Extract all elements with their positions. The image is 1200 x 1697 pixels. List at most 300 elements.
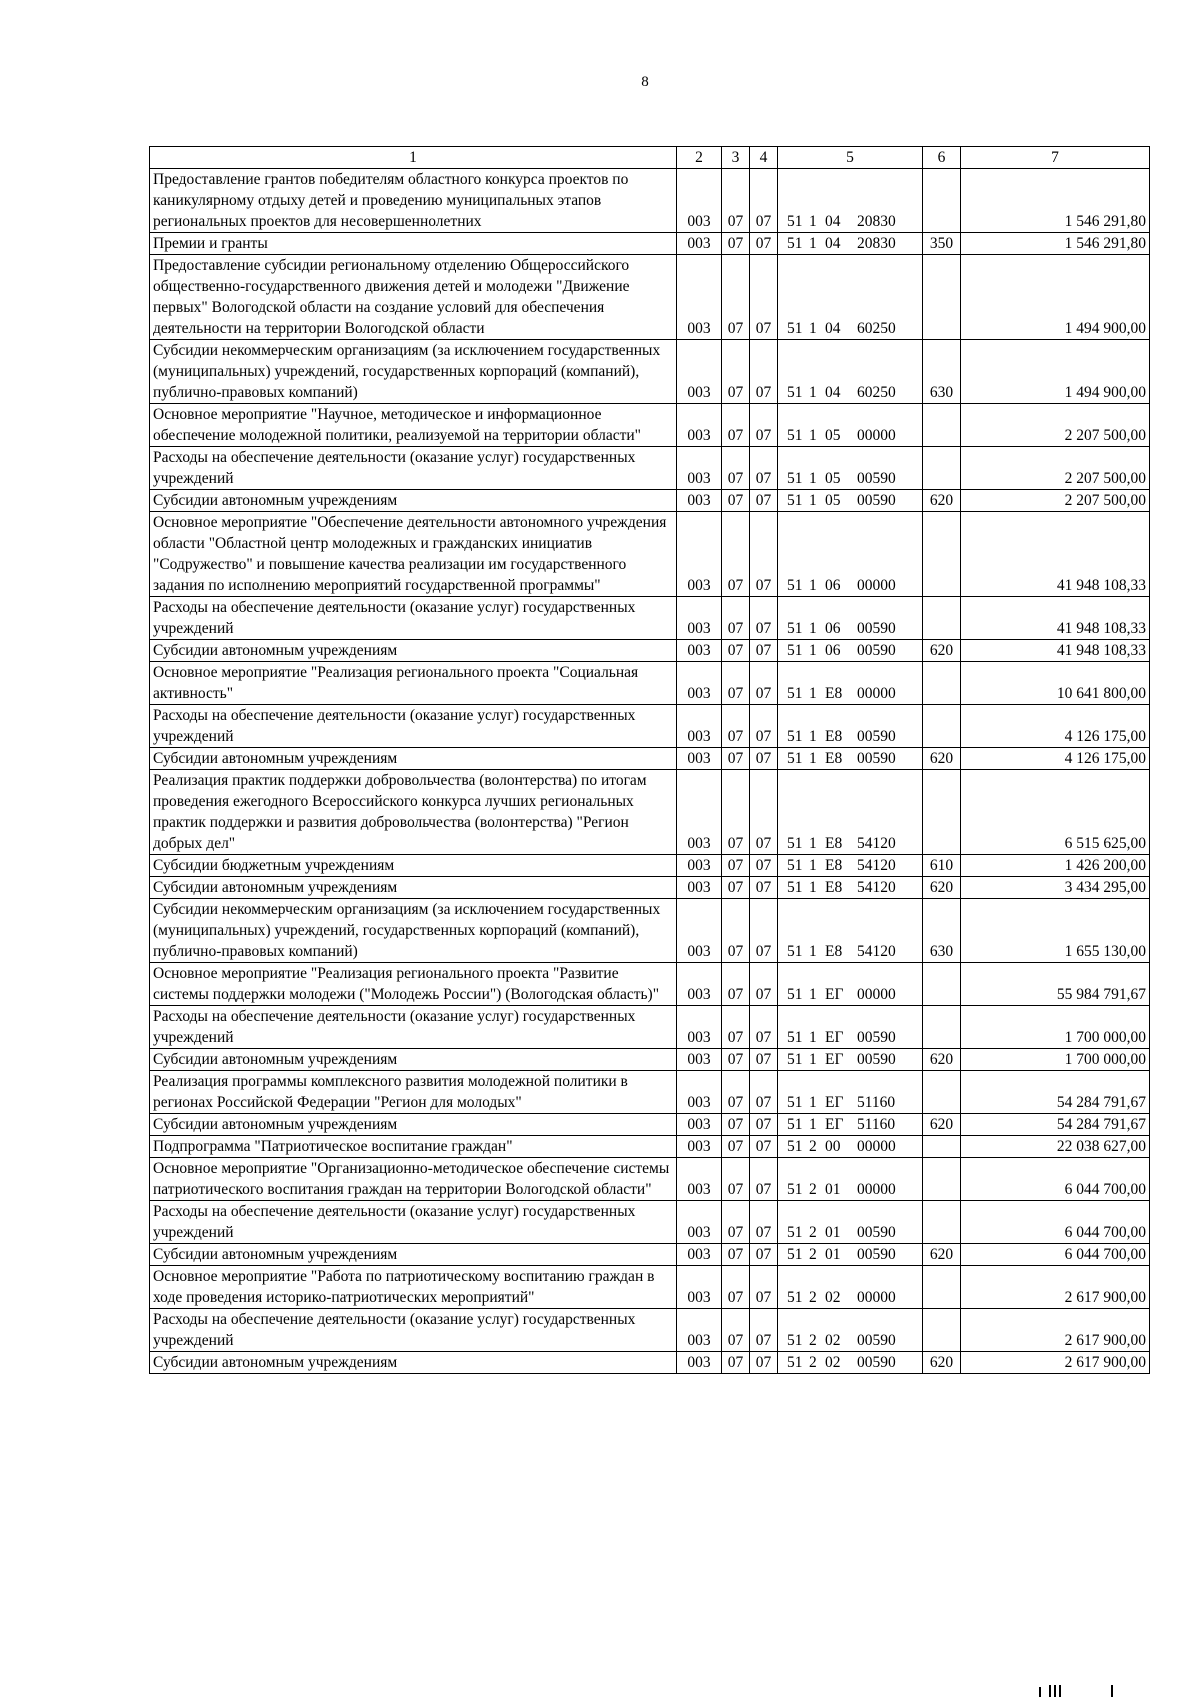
row-col-6: 630: [923, 899, 961, 963]
row-col-5-part: 51: [787, 492, 803, 509]
row-name: Предоставление субсидии региональному отделению Общероссийского общественно-государственного движения детей и молодежи "Движение первых" Вологодской области на создание условий для обеспечения деятельности на территории Вологодской области: [150, 255, 677, 340]
row-col-4: 07: [750, 447, 778, 490]
row-col-5-part: 06: [825, 620, 841, 637]
row-col-5-part: 51: [787, 1138, 803, 1155]
row-name: Расходы на обеспечение деятельности (оказание услуг) государственных учреждений: [150, 597, 677, 640]
row-col-3: 07: [722, 770, 750, 855]
row-col-2: 003: [677, 1071, 722, 1114]
row-name: Субсидии автономным учреждениям: [150, 1352, 677, 1374]
header-col-3: 3: [722, 147, 750, 169]
row-col-5-part: 05: [825, 427, 841, 444]
row-col-4: 07: [750, 1049, 778, 1071]
row-col-6: 350: [923, 233, 961, 255]
row-col-5-part: 1: [809, 320, 817, 337]
row-col-5-part: 51: [787, 1354, 803, 1371]
row-col-5-part: ЕГ: [825, 1094, 844, 1111]
table-row: [150, 899, 1150, 963]
row-col-2: 003: [677, 1114, 722, 1136]
table-row: [150, 512, 1150, 597]
row-col-2: 003: [677, 899, 722, 963]
row-col-5-part: 06: [825, 577, 841, 594]
table-row: [150, 340, 1150, 404]
row-col-5: [778, 877, 923, 899]
row-col-5: [778, 1136, 923, 1158]
header-col-1: 1: [150, 147, 677, 169]
row-col-6: 620: [923, 1049, 961, 1071]
row-col-5-part: 00000: [857, 986, 896, 1003]
row-col-2: 003: [677, 662, 722, 705]
row-col-5: [778, 597, 923, 640]
row-col-3: 07: [722, 1071, 750, 1114]
row-col-6: [923, 1309, 961, 1352]
row-col-5-part: 51: [787, 470, 803, 487]
row-col-5: [778, 1244, 923, 1266]
row-col-6: 620: [923, 877, 961, 899]
row-col-2: 003: [677, 169, 722, 233]
row-col-6: [923, 1266, 961, 1309]
row-col-2: 003: [677, 748, 722, 770]
row-col-5-part: 00590: [857, 728, 896, 745]
row-col-3: 07: [722, 1309, 750, 1352]
row-col-3: 07: [722, 1266, 750, 1309]
row-col-5-part: 1: [809, 835, 817, 852]
row-col-5-part: 51: [787, 750, 803, 767]
row-col-5-part: 51: [787, 213, 803, 230]
header-col-2: 2: [677, 147, 722, 169]
row-col-6: 630: [923, 340, 961, 404]
row-col-5-part: 20830: [857, 213, 896, 230]
row-col-5-part: 51: [787, 1246, 803, 1263]
table-row: [150, 1266, 1150, 1309]
table-row: [150, 490, 1150, 512]
row-col-5-part: 54120: [857, 943, 896, 960]
row-col-2: 003: [677, 1136, 722, 1158]
row-col-5-part: 51: [787, 857, 803, 874]
row-col-5-part: 1: [809, 685, 817, 702]
row-col-5: [778, 855, 923, 877]
row-col-4: 07: [750, 1158, 778, 1201]
row-col-5-part: 51160: [857, 1094, 896, 1111]
row-col-2: 003: [677, 770, 722, 855]
row-col-2: 003: [677, 963, 722, 1006]
table-row: [150, 1049, 1150, 1071]
row-col-7: 2 617 900,00: [961, 1309, 1150, 1352]
row-col-3: 07: [722, 1158, 750, 1201]
row-col-7: 4 126 175,00: [961, 748, 1150, 770]
row-col-5-part: ЕГ: [825, 1116, 844, 1133]
page-number: 8: [641, 74, 649, 90]
row-col-3: 07: [722, 490, 750, 512]
row-col-5: [778, 1309, 923, 1352]
table-row: [150, 855, 1150, 877]
row-col-6: [923, 1201, 961, 1244]
table-row: [150, 169, 1150, 233]
row-col-4: 07: [750, 1244, 778, 1266]
row-name: Основное мероприятие "Реализация регионального проекта "Социальная активность": [150, 662, 677, 705]
header-col-6: 6: [923, 147, 961, 169]
row-name: Субсидии бюджетным учреждениям: [150, 855, 677, 877]
row-col-5-part: 06: [825, 642, 841, 659]
row-col-5-part: 1: [809, 213, 817, 230]
row-col-5-part: 51: [787, 320, 803, 337]
row-col-5: [778, 169, 923, 233]
row-col-5-part: 51160: [857, 1116, 896, 1133]
row-col-3: 07: [722, 1201, 750, 1244]
row-col-7: 2 207 500,00: [961, 490, 1150, 512]
row-col-5-part: 1: [809, 384, 817, 401]
row-col-5-part: 2: [809, 1138, 817, 1155]
row-col-4: 07: [750, 404, 778, 447]
row-col-4: 07: [750, 855, 778, 877]
row-col-2: 003: [677, 1266, 722, 1309]
row-col-5-part: E8: [825, 943, 843, 960]
row-col-5-part: 02: [825, 1354, 841, 1371]
table-row: [150, 748, 1150, 770]
row-col-5-part: 00590: [857, 750, 896, 767]
row-col-4: 07: [750, 963, 778, 1006]
row-col-4: 07: [750, 1114, 778, 1136]
row-col-6: [923, 169, 961, 233]
row-col-6: [923, 255, 961, 340]
row-col-6: 620: [923, 1244, 961, 1266]
table-row: [150, 705, 1150, 748]
row-col-4: 07: [750, 1136, 778, 1158]
row-col-5-part: 00590: [857, 642, 896, 659]
row-col-7: 2 617 900,00: [961, 1352, 1150, 1374]
row-name: Подпрограмма "Патриотическое воспитание граждан": [150, 1136, 677, 1158]
row-col-3: 07: [722, 255, 750, 340]
row-col-5-part: 04: [825, 213, 841, 230]
row-col-7: 1 700 000,00: [961, 1006, 1150, 1049]
row-name: Субсидии автономным учреждениям: [150, 748, 677, 770]
row-col-2: 003: [677, 447, 722, 490]
table-row: [150, 877, 1150, 899]
row-col-4: 07: [750, 640, 778, 662]
row-col-5-part: 51: [787, 728, 803, 745]
row-col-5-part: E8: [825, 857, 843, 874]
row-name: Основное мероприятие "Организационно-методическое обеспечение системы патриотического воспитания граждан на территории Вологодской области": [150, 1158, 677, 1201]
row-col-4: 07: [750, 490, 778, 512]
row-col-3: 07: [722, 597, 750, 640]
row-col-4: 07: [750, 770, 778, 855]
row-col-5-part: 1: [809, 750, 817, 767]
row-name: Расходы на обеспечение деятельности (оказание услуг) государственных учреждений: [150, 705, 677, 748]
row-col-5-part: 60250: [857, 320, 896, 337]
row-col-3: 07: [722, 1049, 750, 1071]
row-col-4: 07: [750, 512, 778, 597]
row-col-5-part: 1: [809, 1051, 817, 1068]
row-col-5: [778, 662, 923, 705]
row-col-3: 07: [722, 748, 750, 770]
row-col-5-part: 00590: [857, 1354, 896, 1371]
row-col-3: 07: [722, 447, 750, 490]
row-col-6: [923, 1136, 961, 1158]
row-col-5-part: 51: [787, 1051, 803, 1068]
row-col-5-part: 51: [787, 235, 803, 252]
row-col-5: [778, 770, 923, 855]
row-col-6: [923, 447, 961, 490]
row-name: Предоставление грантов победителям областного конкурса проектов по каникулярному отдыху детей и проведению муниципальных этапов региональных проектов для несовершеннолетних: [150, 169, 677, 233]
row-name: Основное мероприятие "Реализация регионального проекта "Развитие системы поддержки молодежи ("Молодежь России") (Вологодская область)": [150, 963, 677, 1006]
row-col-5-part: 51: [787, 835, 803, 852]
row-col-3: 07: [722, 662, 750, 705]
row-col-7: 1 426 200,00: [961, 855, 1150, 877]
row-col-3: 07: [722, 1006, 750, 1049]
row-col-5-part: 60250: [857, 384, 896, 401]
table-row: [150, 1114, 1150, 1136]
row-col-5: [778, 1158, 923, 1201]
row-col-3: 07: [722, 1352, 750, 1374]
row-col-2: 003: [677, 877, 722, 899]
row-col-5-part: 1: [809, 642, 817, 659]
row-col-5: [778, 1114, 923, 1136]
row-col-2: 003: [677, 490, 722, 512]
row-col-7: 2 617 900,00: [961, 1266, 1150, 1309]
row-col-4: 07: [750, 1352, 778, 1374]
row-col-4: 07: [750, 169, 778, 233]
row-col-5-part: ЕГ: [825, 1051, 844, 1068]
row-col-7: 4 126 175,00: [961, 705, 1150, 748]
table-row: [150, 447, 1150, 490]
row-col-5-part: 01: [825, 1246, 841, 1263]
row-name: Субсидии автономным учреждениям: [150, 877, 677, 899]
row-col-3: 07: [722, 169, 750, 233]
row-name: Субсидии автономным учреждениям: [150, 1244, 677, 1266]
row-col-5-part: 1: [809, 427, 817, 444]
row-col-5-part: 04: [825, 235, 841, 252]
row-col-4: 07: [750, 233, 778, 255]
row-name: Премии и гранты: [150, 233, 677, 255]
row-col-6: [923, 404, 961, 447]
table-row: [150, 1201, 1150, 1244]
row-col-3: 07: [722, 1114, 750, 1136]
row-col-5: [778, 705, 923, 748]
row-col-5-part: 2: [809, 1181, 817, 1198]
row-col-5-part: 00000: [857, 1181, 896, 1198]
row-col-3: 07: [722, 404, 750, 447]
row-col-5-part: 51: [787, 943, 803, 960]
row-col-6: 620: [923, 640, 961, 662]
row-col-7: 41 948 108,33: [961, 597, 1150, 640]
row-col-5: [778, 1071, 923, 1114]
row-col-5-part: 51: [787, 986, 803, 1003]
row-col-5-part: 54120: [857, 857, 896, 874]
row-col-5-part: 51: [787, 427, 803, 444]
row-col-5-part: 2: [809, 1246, 817, 1263]
row-col-5-part: 00000: [857, 427, 896, 444]
row-col-3: 07: [722, 1244, 750, 1266]
table-row: [150, 233, 1150, 255]
row-col-4: 07: [750, 1006, 778, 1049]
row-col-5-part: 1: [809, 620, 817, 637]
table-row: [150, 1352, 1150, 1374]
row-col-5-part: ЕГ: [825, 986, 844, 1003]
row-col-5-part: 2: [809, 1354, 817, 1371]
row-col-4: 07: [750, 1266, 778, 1309]
row-col-5-part: 1: [809, 857, 817, 874]
row-col-4: 07: [750, 340, 778, 404]
row-col-5: [778, 899, 923, 963]
row-col-7: 2 207 500,00: [961, 404, 1150, 447]
row-col-2: 003: [677, 1201, 722, 1244]
row-col-5-part: 00590: [857, 492, 896, 509]
row-col-4: 07: [750, 705, 778, 748]
table-row: [150, 1158, 1150, 1201]
row-col-5-part: 00000: [857, 577, 896, 594]
row-col-5-part: 51: [787, 1116, 803, 1133]
scan-marks: [1030, 1683, 1200, 1697]
row-col-3: 07: [722, 233, 750, 255]
row-col-3: 07: [722, 963, 750, 1006]
row-name: Субсидии автономным учреждениям: [150, 490, 677, 512]
row-col-3: 07: [722, 855, 750, 877]
row-col-5-part: 02: [825, 1289, 841, 1306]
row-col-4: 07: [750, 748, 778, 770]
row-col-4: 07: [750, 597, 778, 640]
row-col-3: 07: [722, 512, 750, 597]
row-col-5: [778, 404, 923, 447]
row-col-6: [923, 963, 961, 1006]
row-name: Субсидии некоммерческим организациям (за исключением государственных (муниципальных) учреждений, государственных корпораций (компаний), публично-правовых компаний): [150, 340, 677, 404]
row-col-5-part: 00: [825, 1138, 841, 1155]
row-col-5-part: 04: [825, 384, 841, 401]
row-col-5: [778, 1352, 923, 1374]
row-col-5: [778, 640, 923, 662]
row-col-2: 003: [677, 1158, 722, 1201]
row-col-5: [778, 233, 923, 255]
row-col-5-part: E8: [825, 685, 843, 702]
row-col-5-part: E8: [825, 835, 843, 852]
row-col-5-part: 54120: [857, 879, 896, 896]
row-col-5-part: 00590: [857, 1332, 896, 1349]
row-col-5-part: 1: [809, 879, 817, 896]
row-name: Расходы на обеспечение деятельности (оказание услуг) государственных учреждений: [150, 1309, 677, 1352]
row-col-5-part: 00590: [857, 1224, 896, 1241]
row-col-5-part: 51: [787, 1181, 803, 1198]
row-name: Расходы на обеспечение деятельности (оказание услуг) государственных учреждений: [150, 1006, 677, 1049]
row-col-5: [778, 1266, 923, 1309]
row-col-5-part: 1: [809, 1116, 817, 1133]
row-col-5-part: 2: [809, 1224, 817, 1241]
row-col-6: [923, 512, 961, 597]
row-col-5: [778, 1201, 923, 1244]
row-col-5-part: 51: [787, 1224, 803, 1241]
table-row: [150, 1071, 1150, 1114]
row-col-5-part: 1: [809, 577, 817, 594]
row-col-5-part: 00000: [857, 685, 896, 702]
row-col-3: 07: [722, 340, 750, 404]
row-col-6: 610: [923, 855, 961, 877]
row-name: Расходы на обеспечение деятельности (оказание услуг) государственных учреждений: [150, 447, 677, 490]
row-col-5-part: 05: [825, 470, 841, 487]
row-col-5-part: 54120: [857, 835, 896, 852]
row-name: Реализация программы комплексного развития молодежной политики в регионах Российской Федерации "Регион для молодых": [150, 1071, 677, 1114]
row-col-7: 10 641 800,00: [961, 662, 1150, 705]
row-col-5-part: E8: [825, 728, 843, 745]
row-col-7: 1 546 291,80: [961, 233, 1150, 255]
row-col-6: 620: [923, 490, 961, 512]
row-col-5: [778, 447, 923, 490]
row-col-6: [923, 662, 961, 705]
row-name: Реализация практик поддержки добровольчества (волонтерства) по итогам проведения ежегодного Всероссийского конкурса лучших региональных практик поддержки и развития добровольчества (волонтерства) "Регион добрых дел": [150, 770, 677, 855]
row-col-2: 003: [677, 255, 722, 340]
row-col-5: [778, 748, 923, 770]
row-col-4: 07: [750, 1201, 778, 1244]
table-row: [150, 255, 1150, 340]
row-col-6: [923, 770, 961, 855]
row-col-7: 6 044 700,00: [961, 1244, 1150, 1266]
header-col-7: 7: [961, 147, 1150, 169]
row-col-6: [923, 597, 961, 640]
row-col-5-part: 51: [787, 1094, 803, 1111]
row-col-4: 07: [750, 899, 778, 963]
row-col-7: 1 546 291,80: [961, 169, 1150, 233]
row-col-5-part: 2: [809, 1289, 817, 1306]
row-col-5-part: 1: [809, 492, 817, 509]
row-col-2: 003: [677, 1309, 722, 1352]
row-col-5-part: 00590: [857, 470, 896, 487]
row-col-5-part: 51: [787, 1029, 803, 1046]
row-col-3: 07: [722, 705, 750, 748]
row-col-2: 003: [677, 597, 722, 640]
row-col-5: [778, 963, 923, 1006]
row-col-5-part: 00590: [857, 620, 896, 637]
table-row: [150, 597, 1150, 640]
table-row: [150, 770, 1150, 855]
row-col-2: 003: [677, 340, 722, 404]
row-col-2: 003: [677, 640, 722, 662]
table-row: [150, 1006, 1150, 1049]
row-col-5: [778, 1006, 923, 1049]
row-col-5-part: 51: [787, 1332, 803, 1349]
row-col-2: 003: [677, 233, 722, 255]
row-col-5-part: 2: [809, 1332, 817, 1349]
row-col-5-part: 01: [825, 1224, 841, 1241]
table-row: [150, 1244, 1150, 1266]
row-col-4: 07: [750, 1309, 778, 1352]
row-col-7: 22 038 627,00: [961, 1136, 1150, 1158]
row-col-6: 620: [923, 1114, 961, 1136]
row-col-7: 55 984 791,67: [961, 963, 1150, 1006]
row-col-6: 620: [923, 748, 961, 770]
row-col-4: 07: [750, 877, 778, 899]
row-col-5: [778, 340, 923, 404]
row-col-3: 07: [722, 1136, 750, 1158]
header-col-5: 5: [778, 147, 923, 169]
row-col-7: 1 655 130,00: [961, 899, 1150, 963]
row-col-7: 41 948 108,33: [961, 640, 1150, 662]
row-col-5-part: 51: [787, 577, 803, 594]
budget-table: [149, 146, 1150, 1374]
row-name: Субсидии автономным учреждениям: [150, 640, 677, 662]
row-name: Субсидии некоммерческим организациям (за исключением государственных (муниципальных) учреждений, государственных корпораций (компаний), публично-правовых компаний): [150, 899, 677, 963]
table-header-row: [150, 147, 1150, 169]
row-col-6: 620: [923, 1352, 961, 1374]
row-col-5-part: 04: [825, 320, 841, 337]
row-col-2: 003: [677, 512, 722, 597]
row-col-5-part: 1: [809, 1094, 817, 1111]
table-row: [150, 640, 1150, 662]
row-col-2: 003: [677, 1352, 722, 1374]
row-col-3: 07: [722, 899, 750, 963]
row-col-7: 41 948 108,33: [961, 512, 1150, 597]
row-col-2: 003: [677, 404, 722, 447]
table-row: [150, 1309, 1150, 1352]
row-col-7: 1 700 000,00: [961, 1049, 1150, 1071]
row-col-5-part: 00590: [857, 1246, 896, 1263]
row-col-5-part: ЕГ: [825, 1029, 844, 1046]
row-col-7: 54 284 791,67: [961, 1114, 1150, 1136]
